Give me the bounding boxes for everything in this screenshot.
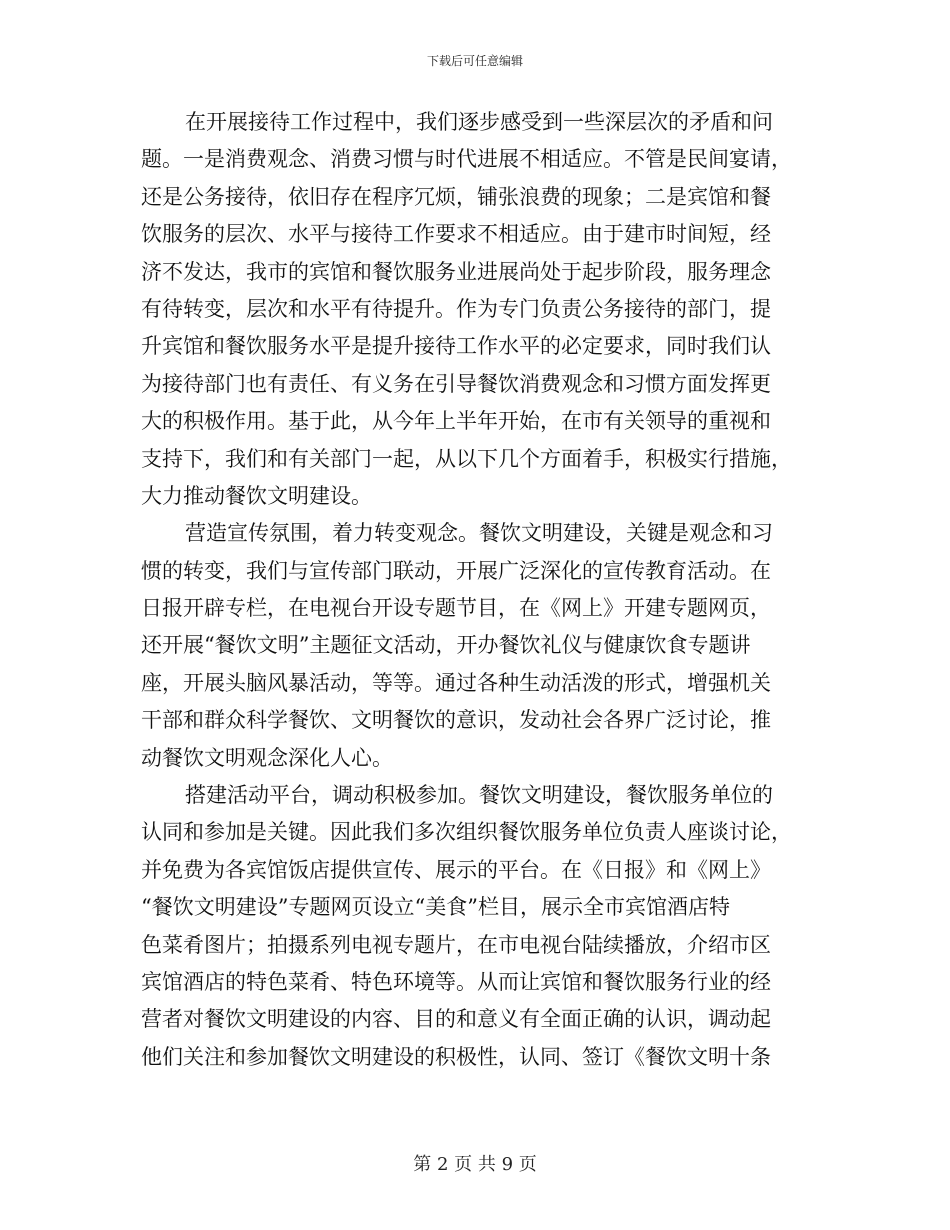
paragraph-line: 升宾馆和餐饮服务水平是提升接待工作水平的必定要求，同时我们认	[141, 334, 771, 359]
paragraph-line: 济不发达，我市的宾馆和餐饮服务业进展尚处于起步阶段，服务理念	[141, 259, 771, 284]
paragraph-line: 认同和参加是关键。因此我们多次组织餐饮服务单位负责人座谈讨论，	[141, 820, 792, 845]
document-body	[141, 104, 807, 1076]
paragraph-line: 支持下，我们和有关部门一起，从以下几个方面着手，积极实行措施，	[141, 446, 792, 471]
paragraph-line: 搭建活动平台，调动积极参加。餐饮文明建设，餐饮服务单位的	[185, 783, 773, 808]
paragraph-line: 题。一是消费观念、消费习惯与时代进展不相适应。不管是民间宴请，	[141, 147, 792, 172]
paragraph-line: “餐饮文明建设”专题网页设立“美食”栏目，展示全市宾馆酒店特	[141, 895, 730, 920]
paragraph-line: 日报开辟专栏，在电视台开设专题节目，在《网上》开建专题网页，	[141, 596, 771, 621]
paragraph-line: 还开展“餐饮文明”主题征文活动，开办餐饮礼仪与健康饮食专题讲	[141, 633, 751, 658]
paragraph-line: 惯的转变，我们与宣传部门联动，开展广泛深化的宣传教育活动。在	[141, 558, 771, 583]
paragraph-line: 大力推动餐饮文明建设。	[141, 483, 372, 508]
paragraph-line: 在开展接待工作过程中，我们逐步感受到一些深层次的矛盾和问	[185, 110, 773, 134]
paragraph-line: 有待转变，层次和水平有待提升。作为专门负责公务接待的部门，提	[141, 296, 771, 321]
paragraph-line: 座，开展头脑风暴活动，等等。通过各种生动活泼的形式，增强机关	[141, 670, 771, 695]
paragraph-line: 还是公务接待，依旧存在程序冗烦，铺张浪费的现象；二是宾馆和餐	[141, 184, 771, 209]
paragraph-line: 色菜肴图片；拍摄系列电视专题片，在市电视台陆续播放，介绍市区	[141, 932, 771, 957]
paragraph-line: 营者对餐饮文明建设的内容、目的和意义有全面正确的认识，调动起	[141, 1007, 771, 1032]
paragraph-line: 营造宣传氛围，着力转变观念。餐饮文明建设，关键是观念和习	[185, 521, 773, 546]
paragraph-line: 大的积极作用。基于此，从今年上半年开始，在市有关领导的重视和	[141, 409, 771, 434]
paragraph-line: 干部和群众科学餐饮、文明餐饮的意识，发动社会各界广泛讨论，推	[141, 708, 771, 733]
page-header: 下载后可任意编辑	[426, 54, 523, 68]
paragraph-line: 饮服务的层次、水平与接待工作要求不相适应。由于建市时间短，经	[141, 222, 771, 247]
paragraph-line: 并免费为各宾馆饭店提供宣传、展示的平台。在《日报》和《网上》	[141, 857, 771, 882]
paragraph-line: 为接待部门也有责任、有义务在引导餐饮消费观念和习惯方面发挥更	[141, 371, 771, 396]
paragraph-line: 宾馆酒店的特色菜肴、特色环境等。从而让宾馆和餐饮服务行业的经	[141, 969, 771, 994]
paragraph-line: 他们关注和参加餐饮文明建设的积极性，认同、签订《餐饮文明十条	[141, 1044, 771, 1069]
page-number-footer: 第 2 页 共 9 页	[413, 1154, 537, 1175]
paragraph-line: 动餐饮文明观念深化人心。	[141, 745, 393, 770]
